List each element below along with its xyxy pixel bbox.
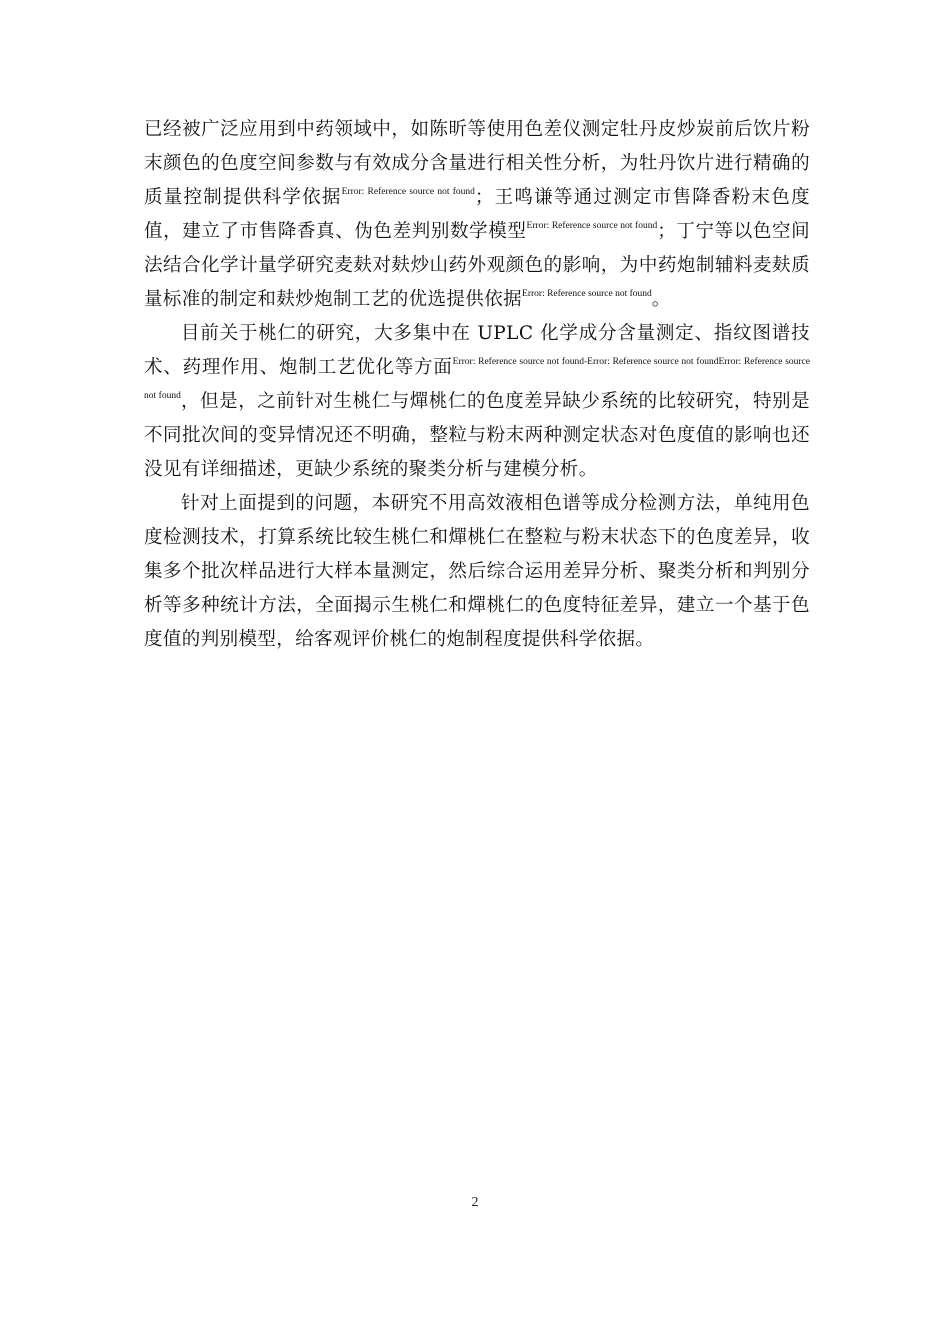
reference-error-superscript: Error: Reference source not found-Error: Reference source not foundError: Reference source not found <box>144 357 810 401</box>
reference-error-superscript: Error: Reference source not found <box>341 187 475 197</box>
paragraph-text: ，但是，之前针对生桃仁与燀桃仁的色度差异缺少系统的比较研究，特别是不同批次间的变异情况还不明确，整粒与粉末两种测定状态对色度值的影响也还没见有详细描述，更缺少系统的聚类分析与建模分析。 <box>144 391 810 480</box>
reference-error-superscript: Error: Reference source not found <box>526 221 658 231</box>
body-text <box>144 113 810 657</box>
page-number: 2 <box>471 1195 479 1210</box>
paragraph-text: 。 <box>651 289 671 310</box>
paragraph <box>144 487 810 657</box>
reference-error-superscript: Error: Reference source not found <box>522 289 652 299</box>
paragraph <box>144 113 810 317</box>
paragraph-text: 已经被广泛应用到中药领域中，如陈昕等使用色差仪测定牡丹皮炒炭前后饮片粉末颜色的色度空间参数与有效成分含量进行相关性分析，为牡丹饮片进行精确的质量控制提供科学依据 <box>144 119 810 208</box>
paragraph-text: 针对上面提到的问题，本研究不用高效液相色谱等成分检测方法，单纯用色度检测技术，打算系统比较生桃仁和燀桃仁在整粒与粉末状态下的色度差异，收集多个批次样品进行大样本量测定，然后综合运用差异分析、聚类分析和判别分析等多种统计方法，全面揭示生桃仁和燀桃仁的色度特征差异，建立一个基于色度值的判别模型，给客观评价桃仁的炮制程度提供科学依据。 <box>144 493 810 650</box>
paragraph-text: 目前关于桃仁的研究，大多集中在 UPLC 化学成分含量测定、指纹图谱技术、药理作用、炮制工艺优化等方面 <box>144 323 810 378</box>
paragraph-text: ；丁宁等以色空间法结合化学计量学研究麦麸对麸炒山药外观颜色的影响，为中药炮制辅料麦麸质量标准的制定和麸炒炮制工艺的优选提供依据 <box>144 221 811 310</box>
paragraph <box>144 317 810 487</box>
paragraph-text: ；王鸣谦等通过测定市售降香粉末色度值，建立了市售降香真、伪色差判别数学模型 <box>144 187 810 242</box>
